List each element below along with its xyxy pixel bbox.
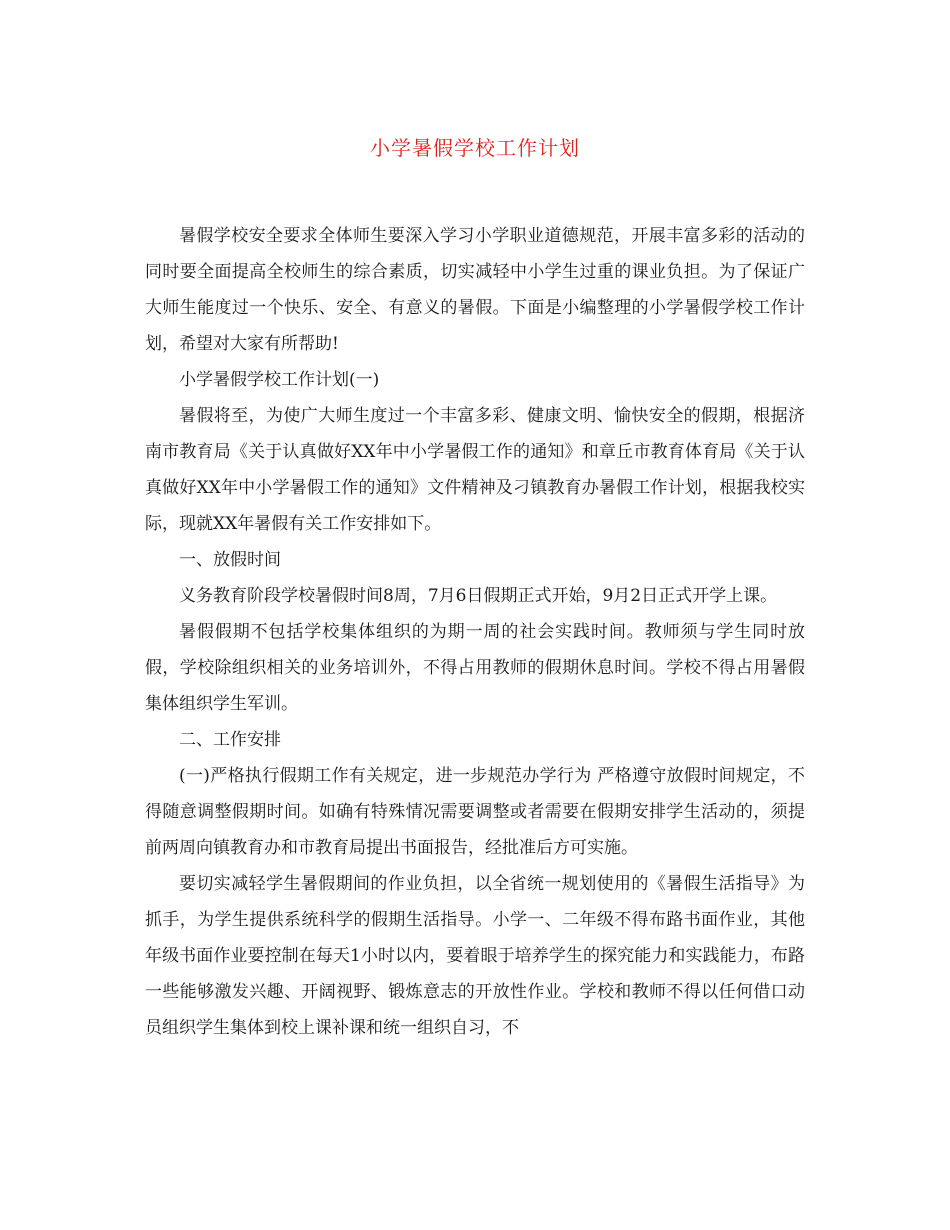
section-heading-work-arrangement: 二、工作安排 <box>179 730 281 750</box>
paragraph-regulations: (一)严格执行假期工作有关规定，进一步规范办学行为 严格遵守放假时间规定，不得随意调整假期时间。如确有特殊情况需要调整或者需要在假期安排学生活动的，须提前两周向镇教育办和市教育局提出书面报告，经批准后方可实施。 <box>145 766 805 858</box>
section-heading-plan-one: 小学暑假学校工作计划(一) <box>179 370 380 390</box>
document-body <box>145 218 805 1046</box>
section-heading-vacation-time: 一、放假时间 <box>179 550 281 570</box>
paragraph-vacation-duration: 义务教育阶段学校暑假时间8周，7月6日假期正式开始，9月2日正式开学上课。 <box>179 586 778 606</box>
paragraph-homework-burden: 要切实减轻学生暑假期间的作业负担，以全省统一规划使用的《暑假生活指导》为抓手，为学生提供系统科学的假期生活指导。小学一、二年级不得布路书面作业，其他年级书面作业要控制在每天1小时以内，要着眼于培养学生的探究能力和实践能力，布路一些能够激发兴趣、开阔视野、锻炼意志的开放性作业。学校和教师不得以任何借口动员组织学生集体到校上课补课和统一组织自习，不 <box>145 874 805 1038</box>
paragraph-intro: 暑假学校安全要求全体师生要深入学习小学职业道德规范，开展丰富多彩的活动的同时要全面提高全校师生的综合素质，切实减轻中小学生过重的课业负担。为了保证广大师生能度过一个快乐、安全、有意义的暑假。下面是小编整理的小学暑假学校工作计划，希望对大家有所帮助! <box>145 226 805 354</box>
paragraph-plan-one-intro: 暑假将至，为使广大师生度过一个丰富多彩、健康文明、愉快安全的假期，根据济南市教育局《关于认真做好XX年中小学暑假工作的通知》和章丘市教育体育局《关于认真做好XX年中小学暑假工作的通知》文件精神及刁镇教育办暑假工作计划，根据我校实际，现就XX年暑假有关工作安排如下。 <box>145 406 805 534</box>
document-title: 小学暑假学校工作计划 <box>370 136 580 160</box>
paragraph-vacation-rules: 暑假假期不包括学校集体组织的为期一周的社会实践时间。教师须与学生同时放假，学校除组织相关的业务培训外，不得占用教师的假期休息时间。学校不得占用暑假集体组织学生军训。 <box>145 622 805 714</box>
